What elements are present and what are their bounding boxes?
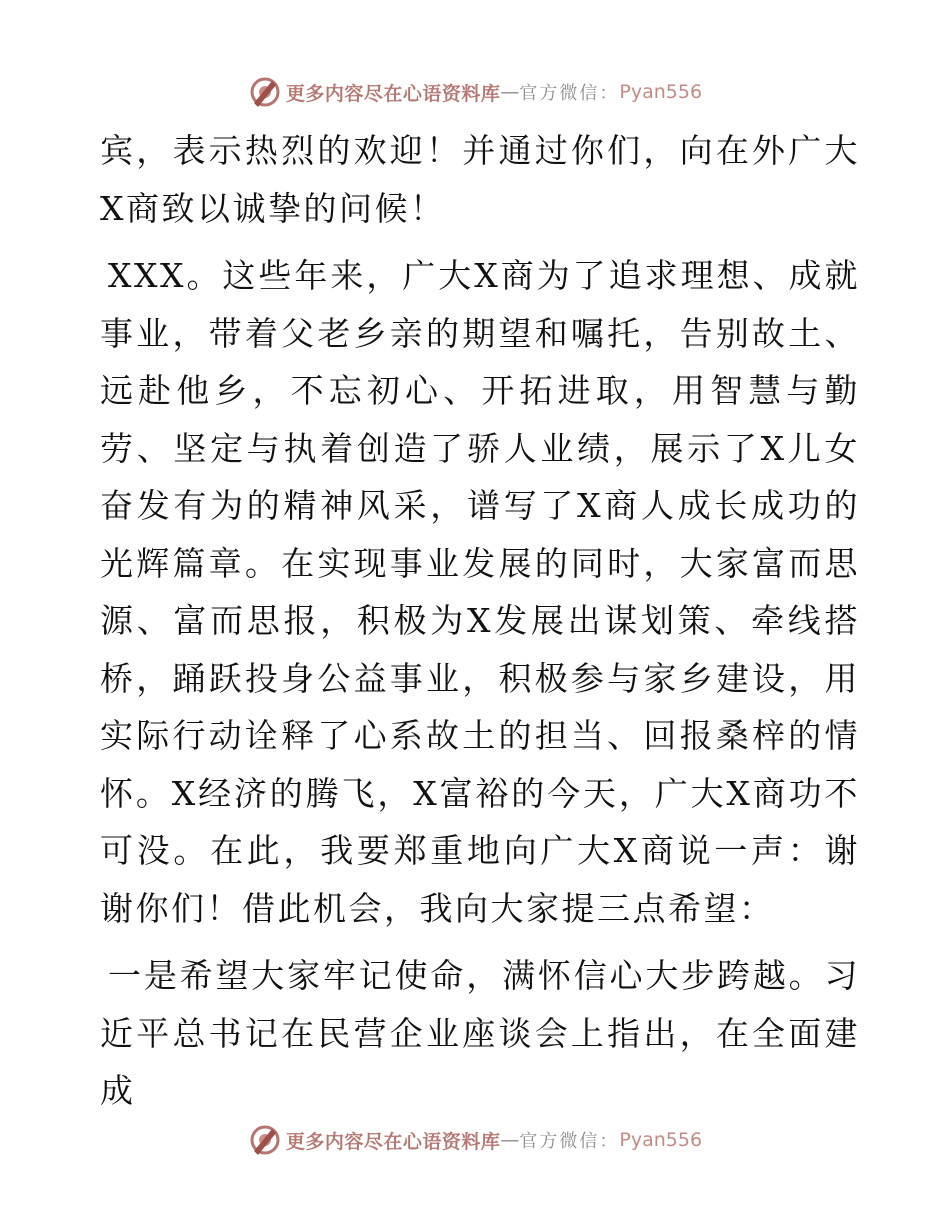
watermark-title: 更多内容尽在心语资料库 [285,1130,501,1153]
watermark-label: 官方微信： [519,83,620,104]
paragraph-3: 一是希望大家牢记使命，满怀信心大步跨越。习近平总书记在民营企业座谈会上指出，在全面建成 [100,956,860,1110]
watermark-handle: Pyan556 [619,1129,703,1151]
watermark-title: 更多内容尽在心语资料库 [285,82,501,105]
watermark-dash: — [500,1129,520,1151]
watermark-handle: Pyan556 [619,81,703,103]
watermark-dash: — [500,81,520,103]
pen-logo-icon [248,75,282,109]
paragraph-1: 宾，表示热烈的欢迎！并通过你们，向在外广大X商致以诚挚的问候！ [100,131,860,228]
watermark-label: 官方微信： [519,1131,620,1152]
paragraph-2: XXX。这些年来，广大X商为了追求理想、成就事业，带着父老乡亲的期望和嘱托，告别故土、远赴他乡，不忘初心、开拓进取，用智慧与勤劳、坚定与执着创造了骄人业绩，展示了X儿女奋发有为的精神风采，谱写了X商人成长成功的光辉篇章。在实现事业发展的同时，大家富而思源、富而思报，积极为X发展出谋划策、牵线搭桥，踊跃投身公益事业，积极参与家乡建设，用实际行动诠释了心系故土的担当、回报桑梓的情怀。X经济的腾飞，X富裕的今天，广大X商功不可没。在此，我要郑重地向广大X商说一声：谢谢你们！借此机会，我向大家提三点希望： [100,256,860,928]
footer-watermark [0,1120,950,1160]
pen-logo-icon [248,1123,282,1157]
document-body [100,122,860,1130]
header-watermark [0,72,950,112]
